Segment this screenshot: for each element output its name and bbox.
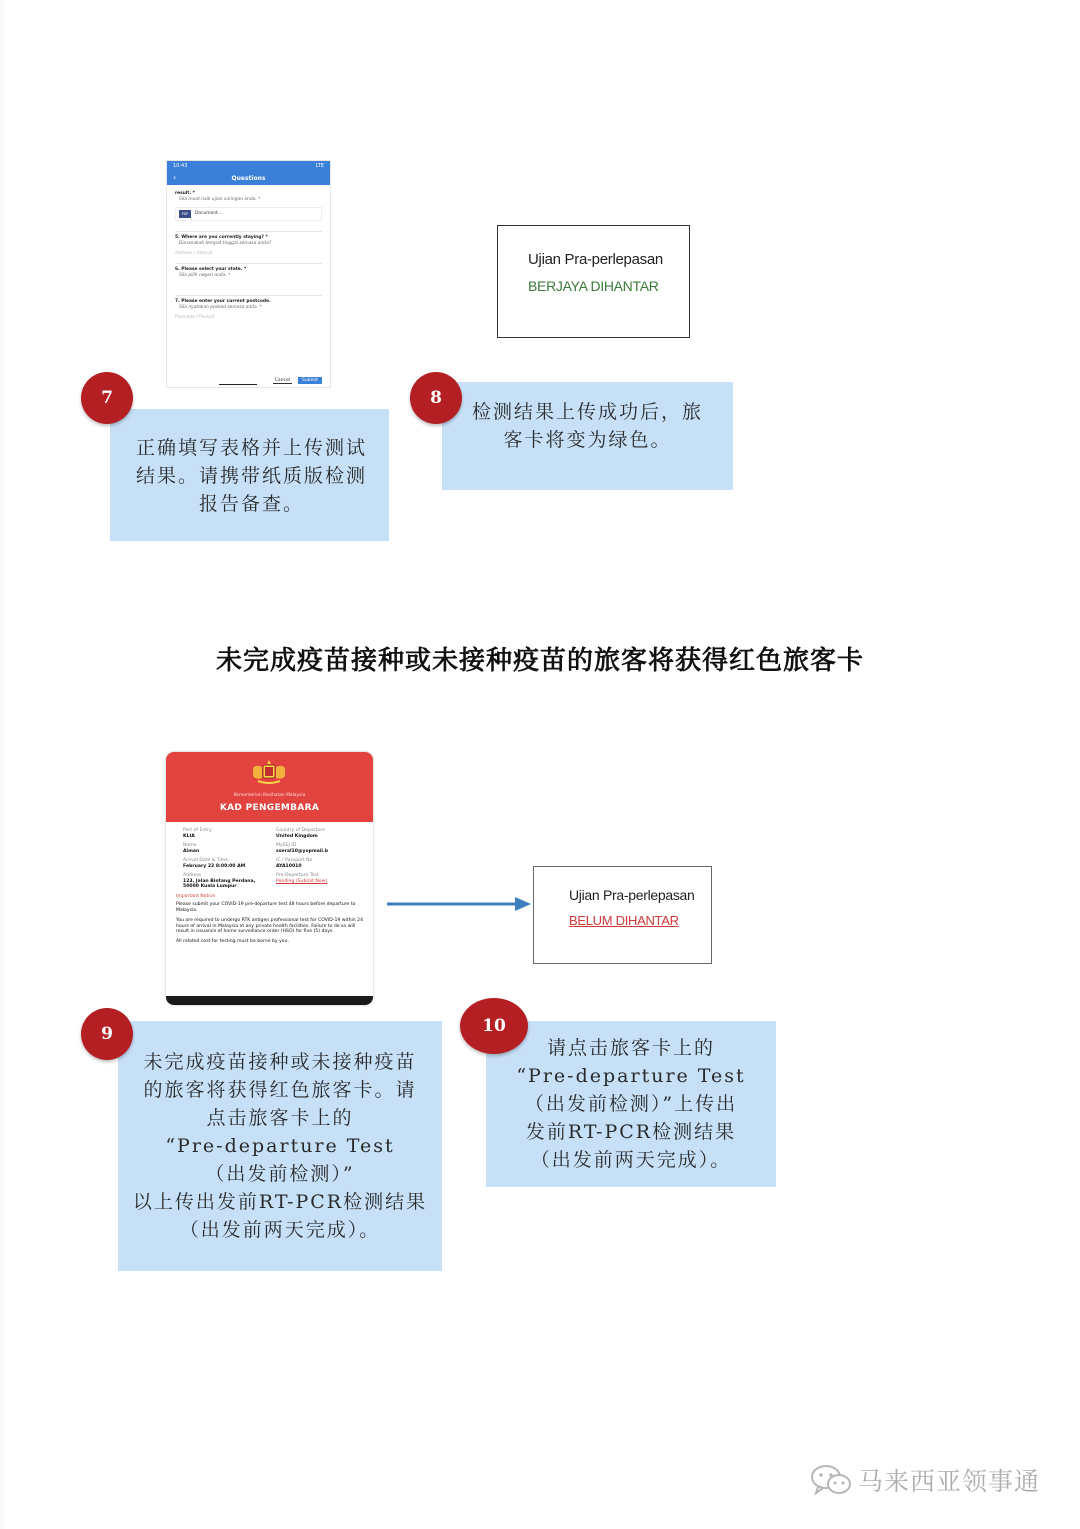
- field-port-of-entry: [183, 828, 270, 839]
- card-notice: [166, 892, 373, 952]
- field-mysej-id: [276, 843, 363, 854]
- card-footer: [166, 996, 373, 1005]
- status-value: BELUM DIHANTAR: [569, 913, 679, 928]
- question-upload-ms: Sila muat naik ujian saringan anda. *: [179, 197, 261, 202]
- phone-title-bar: [167, 171, 330, 185]
- step-9-note-text: 未完成疫苗接种或未接种疫苗 的旅客将获得红色旅客卡。请 点击旅客卡上的 “Pre-departure Test （出发前检测）” 以上传出发前RT-PCR检测结果 （出发前两天完成）。: [132, 1051, 428, 1241]
- document-attachment[interactable]: [175, 207, 322, 221]
- form-actions: [273, 377, 322, 384]
- step-7-note: [110, 409, 389, 541]
- wechat-icon: [810, 1463, 852, 1497]
- cancel-button[interactable]: Cancel: [274, 377, 291, 383]
- field-label: Name: [183, 843, 197, 848]
- step-9-note: [118, 1021, 442, 1271]
- question-address-ms: Dimanakah tempat tinggal semasa anda?: [179, 241, 271, 246]
- form-body: [167, 185, 330, 330]
- question-upload: [175, 188, 322, 232]
- divider: [219, 384, 257, 385]
- section-heading: 未完成疫苗接种或未接种疫苗的旅客将获得红色旅客卡: [215, 646, 864, 676]
- step-8-badge: 8: [410, 372, 462, 424]
- field-value: Aiman: [183, 848, 200, 854]
- card-fields: [166, 822, 373, 892]
- field-country-of-departure: [276, 828, 363, 839]
- step-9-badge: 9: [81, 1008, 133, 1060]
- field-pre-departure-test: [276, 873, 363, 890]
- field-value: 123, Jalan Bintang Perdana, 50000 Kuala Lumpur: [183, 878, 256, 889]
- step-8-note-text: 检测结果上传成功后，旅 客卡将变为绿色。: [471, 401, 703, 451]
- status-title: Ujian Pra-perlepasan: [569, 887, 695, 903]
- status-box-submitted: [497, 225, 690, 338]
- pre-departure-test-link[interactable]: Pending (Submit Now): [276, 878, 328, 884]
- field-value: February 22 8:00:00 AM: [183, 863, 246, 869]
- address-input[interactable]: Address / Alamat: [175, 251, 213, 256]
- field-value: AYA10010: [276, 863, 302, 869]
- malaysia-coat-of-arms-icon: [250, 758, 288, 786]
- field-value: sseral10@yopmail.b: [276, 848, 329, 854]
- question-state-ms: Sila pilih negeri anda. *: [179, 273, 231, 278]
- question-address: [175, 232, 322, 264]
- card-header: [166, 752, 373, 822]
- watermark-text: 马来西亚领事通: [858, 1467, 1041, 1496]
- document-icon: PDF: [179, 210, 191, 218]
- step-10-note-text: 请点击旅客卡上的 “Pre-departure Test （出发前检测）”上传出 发前RT-PCR检测结果 （出发前两天完成）。: [516, 1037, 746, 1171]
- document-label: Document...: [195, 211, 222, 216]
- phone-signal: LTE: [315, 163, 324, 169]
- chevron-left-icon[interactable]: ‹: [173, 173, 177, 182]
- field-label: Port of Entry: [183, 828, 212, 833]
- field-label: Arrival Date & Time: [183, 858, 229, 863]
- step-7-badge: 7: [81, 372, 133, 424]
- postcode-input[interactable]: Postcode / Poskod: [175, 315, 215, 320]
- step-8-note: [442, 382, 733, 490]
- field-arrival: [183, 858, 270, 869]
- notice-paragraph-2: You are required to undergo RTK antigen professional test for COVID-19 within 24 hours of arrival in Malaysia at any private health facilities. Failure to do so will result in issuance of home surveillance order (HSO) for five (5) days.: [176, 917, 363, 935]
- field-value: KLIA: [183, 833, 195, 839]
- field-passport: [276, 858, 363, 869]
- arrow-right-icon: [387, 894, 532, 914]
- question-postcode-ms: Sila nyatakan poskod semasa anda. *: [179, 305, 262, 310]
- question-postcode-en: 7. Please enter your current postcode.: [175, 299, 271, 304]
- page-edge-left: [0, 0, 6, 1529]
- field-label: Pre-Departure Test: [276, 873, 319, 878]
- state-select[interactable]: [175, 283, 322, 289]
- field-label: MySEJ ID: [276, 843, 297, 848]
- field-label: Country of Departure: [276, 828, 325, 833]
- phone-time: 10:43: [173, 163, 188, 169]
- field-address: [183, 873, 270, 890]
- traveller-card-red: [166, 752, 373, 1005]
- field-label: Address: [183, 873, 202, 878]
- card-title: KAD PENGEMBARA: [219, 803, 320, 813]
- watermark: [810, 1462, 1040, 1498]
- step-10-badge: 10: [460, 998, 528, 1054]
- status-value: BERJAYA DIHANTAR: [528, 278, 659, 294]
- submit-button[interactable]: Submit: [298, 377, 322, 384]
- phone-title: Questions: [231, 174, 266, 182]
- field-name: [183, 843, 270, 854]
- question-upload-en: result. *: [175, 191, 195, 196]
- card-agency: Kementerian Kesihatan Malaysia: [233, 793, 306, 798]
- step-10-note: [486, 1021, 776, 1187]
- question-state-en: 6. Please select your state. *: [175, 267, 247, 272]
- step-7-note-text: 正确填写表格并上传测试 结果。请携带纸质版检测 报告备查。: [135, 437, 367, 515]
- question-postcode: [175, 296, 322, 327]
- field-value: United Kingdom: [276, 833, 318, 839]
- notice-title: Important Notice: [176, 893, 215, 899]
- question-state: [175, 264, 322, 296]
- questions-form-screenshot: [166, 160, 331, 388]
- question-address-en: 5. Where are you currently staying? *: [175, 235, 268, 240]
- field-label: IC / Passport No: [276, 858, 313, 863]
- status-title: Ujian Pra-perlepasan: [528, 251, 663, 268]
- status-box-not-submitted: [533, 866, 712, 964]
- phone-status-bar: [167, 161, 330, 171]
- notice-paragraph-1: Please submit your COVID-19 pre-departure test 48 hours before departure to Malaysia.: [176, 902, 356, 914]
- notice-paragraph-3: All related cost for testing must be borne by you.: [176, 939, 289, 945]
